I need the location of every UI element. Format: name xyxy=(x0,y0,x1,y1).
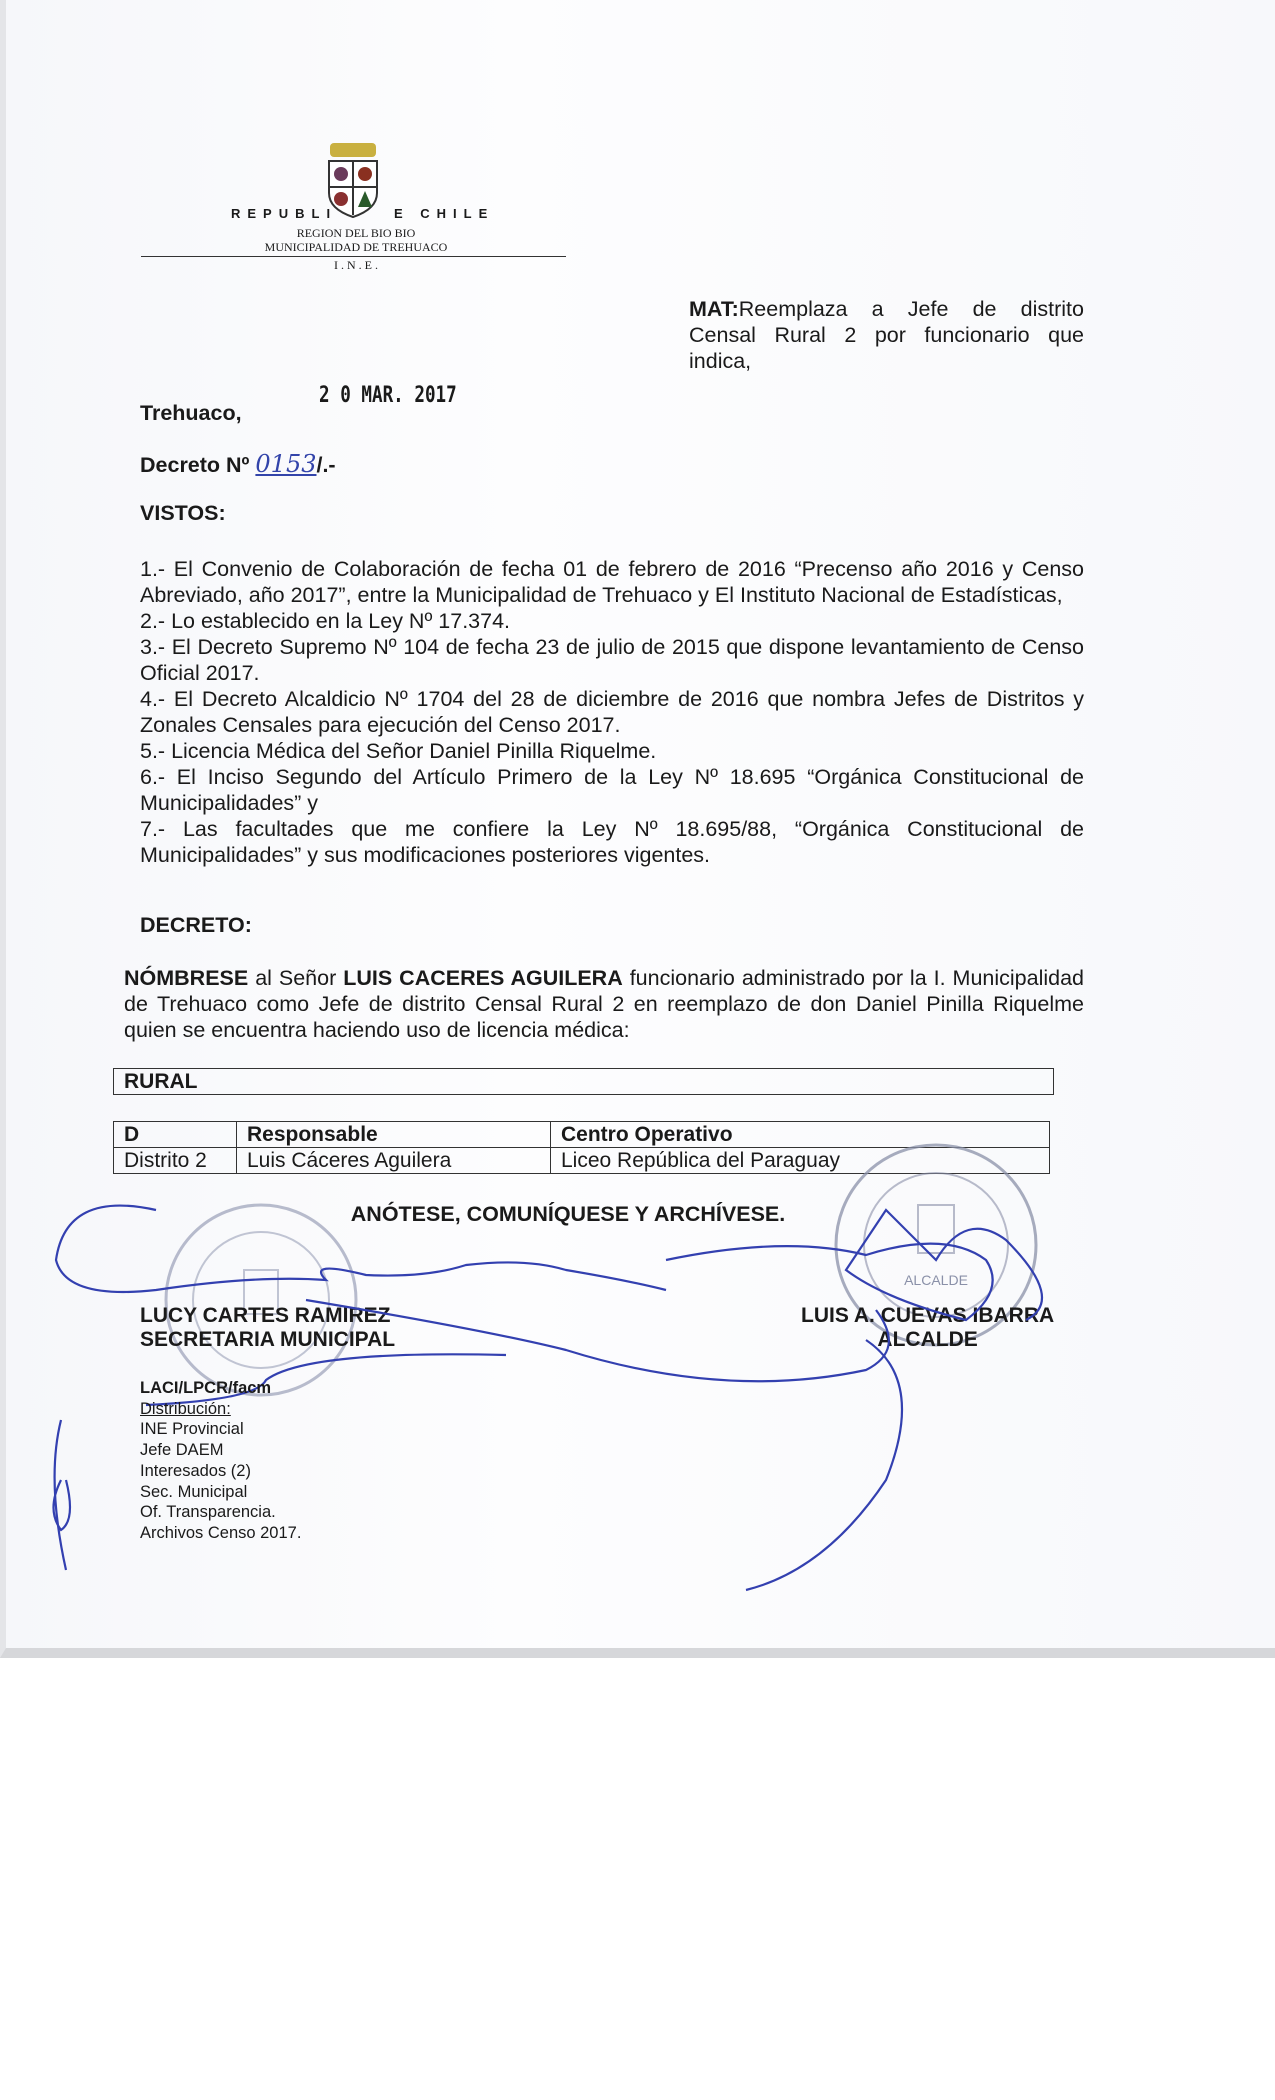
right-signature-stroke xyxy=(666,1210,1042,1320)
vistos-item: 4.- El Decreto Alcaldicio Nº 1704 del 28 de diciembre de 2016 que nombra Jefes de Distritos y Zonales Censales para ejecución del Censo 2017. xyxy=(140,687,1084,737)
distribution-item: Interesados (2) xyxy=(140,1461,251,1480)
header-cell: Responsable xyxy=(237,1122,551,1148)
distribution-item: INE Provincial xyxy=(140,1420,244,1439)
decree-line xyxy=(140,451,336,478)
republic-left: REPUBLI xyxy=(231,206,338,221)
distribution-title: Distribución: xyxy=(140,1399,231,1418)
vistos-title: VISTOS: xyxy=(140,501,226,525)
table-cell: Luis Cáceres Aguilera xyxy=(237,1148,551,1174)
table-cell: Distrito 2 xyxy=(114,1148,237,1174)
header-cell: D xyxy=(114,1122,237,1148)
right-seal-inner-text: ALCALDE xyxy=(904,1272,968,1288)
left-signature-stroke xyxy=(56,1206,666,1292)
resolution-pre: al Señor xyxy=(248,966,344,990)
right-signatory-name: LUIS A. CUEVAS IBARRA xyxy=(801,1304,1055,1327)
rural-label: RURAL xyxy=(114,1069,1054,1095)
subject-text: Reemplaza a Jefe de distrito Censal Rural 2 por funcionario que indica, xyxy=(689,297,1084,373)
vistos-item: 7.- Las facultades que me confiere la Ley Nº 18.695/88, “Orgánica Constitucional de Municipalidades” y sus modificaciones posteriores vigentes. xyxy=(140,817,1084,867)
header-cell: Centro Operativo xyxy=(551,1122,1050,1148)
vistos-item: 3.- El Decreto Supremo Nº 104 de fecha 23 de julio de 2015 que dispone levantamiento de Censo Oficial 2017. xyxy=(140,635,1084,685)
distribution-item: Archivos Censo 2017. xyxy=(140,1523,302,1542)
decree-label: Decreto Nº xyxy=(140,453,250,477)
decree-suffix: /.- xyxy=(316,453,336,477)
table-cell: Liceo República del Paraguay xyxy=(551,1148,1050,1174)
place: Trehuaco, xyxy=(140,401,242,425)
vistos-item: 6.- El Inciso Segundo del Artículo Primero de la Ley Nº 18.695 “Orgánica Constitucional de Municipalidades” y xyxy=(140,765,1084,815)
vistos-item: 5.- Licencia Médica del Señor Daniel Pinilla Riquelme. xyxy=(140,739,657,763)
resolution-rest: funcionario administrado por la I. Municipalidad de Trehuaco como Jefe de distrito Censal Rural 2 en reemplazo de don Daniel Pinilla Riquelme quien se encuentra haciendo uso de licencia médica: xyxy=(124,966,1085,1042)
vistos-list xyxy=(140,556,1084,868)
rural-header-table xyxy=(113,1068,1054,1095)
resolution-verb: NÓMBRESE xyxy=(124,966,249,990)
region-text: REGION DEL BIO BIO xyxy=(296,226,416,240)
appointee-name: LUIS CACERES AGUILERA xyxy=(343,966,623,990)
distribution-item: Sec. Municipal xyxy=(140,1482,248,1501)
vistos-item: 2.- Lo establecido en la Ley Nº 17.374. xyxy=(140,609,511,633)
header-rule xyxy=(141,256,566,257)
decreto-title: DECRETO: xyxy=(140,913,252,937)
municipality-text: MUNICIPALIDAD DE TREHUACO xyxy=(264,240,448,254)
resolution-paragraph xyxy=(124,965,1084,1043)
initials: LACI/LPCR/facm xyxy=(140,1379,272,1397)
subject-label: MAT: xyxy=(689,297,739,321)
republic-right: E CHILE xyxy=(394,206,495,221)
distribution-item: Of. Transparencia. xyxy=(140,1503,276,1522)
distribution-item: Jefe DAEM xyxy=(140,1441,224,1460)
right-signatory-title: ALCALDE xyxy=(877,1328,978,1351)
distribution-block xyxy=(140,1378,301,1544)
left-signatory-name: LUCY CARTES RAMIREZ xyxy=(140,1304,391,1327)
date-stamp: 2 0 MAR. 2017 xyxy=(319,383,457,408)
closing-formula: ANÓTESE, COMUNÍQUESE Y ARCHÍVESE. xyxy=(350,1202,786,1226)
vistos-item: 1.- El Convenio de Colaboración de fecha 01 de febrero de 2016 “Precenso año 2016 y Censo Abreviado, año 2017”, entre la Municipalidad de Trehuaco y El Instituto Nacional de Estadísticas, xyxy=(140,557,1084,607)
decree-number: 0153 xyxy=(255,450,317,478)
left-signatory-title: SECRETARIA MUNICIPAL xyxy=(140,1328,396,1351)
subject-block xyxy=(689,296,1084,374)
ine-text: I . N . E . xyxy=(334,258,378,272)
